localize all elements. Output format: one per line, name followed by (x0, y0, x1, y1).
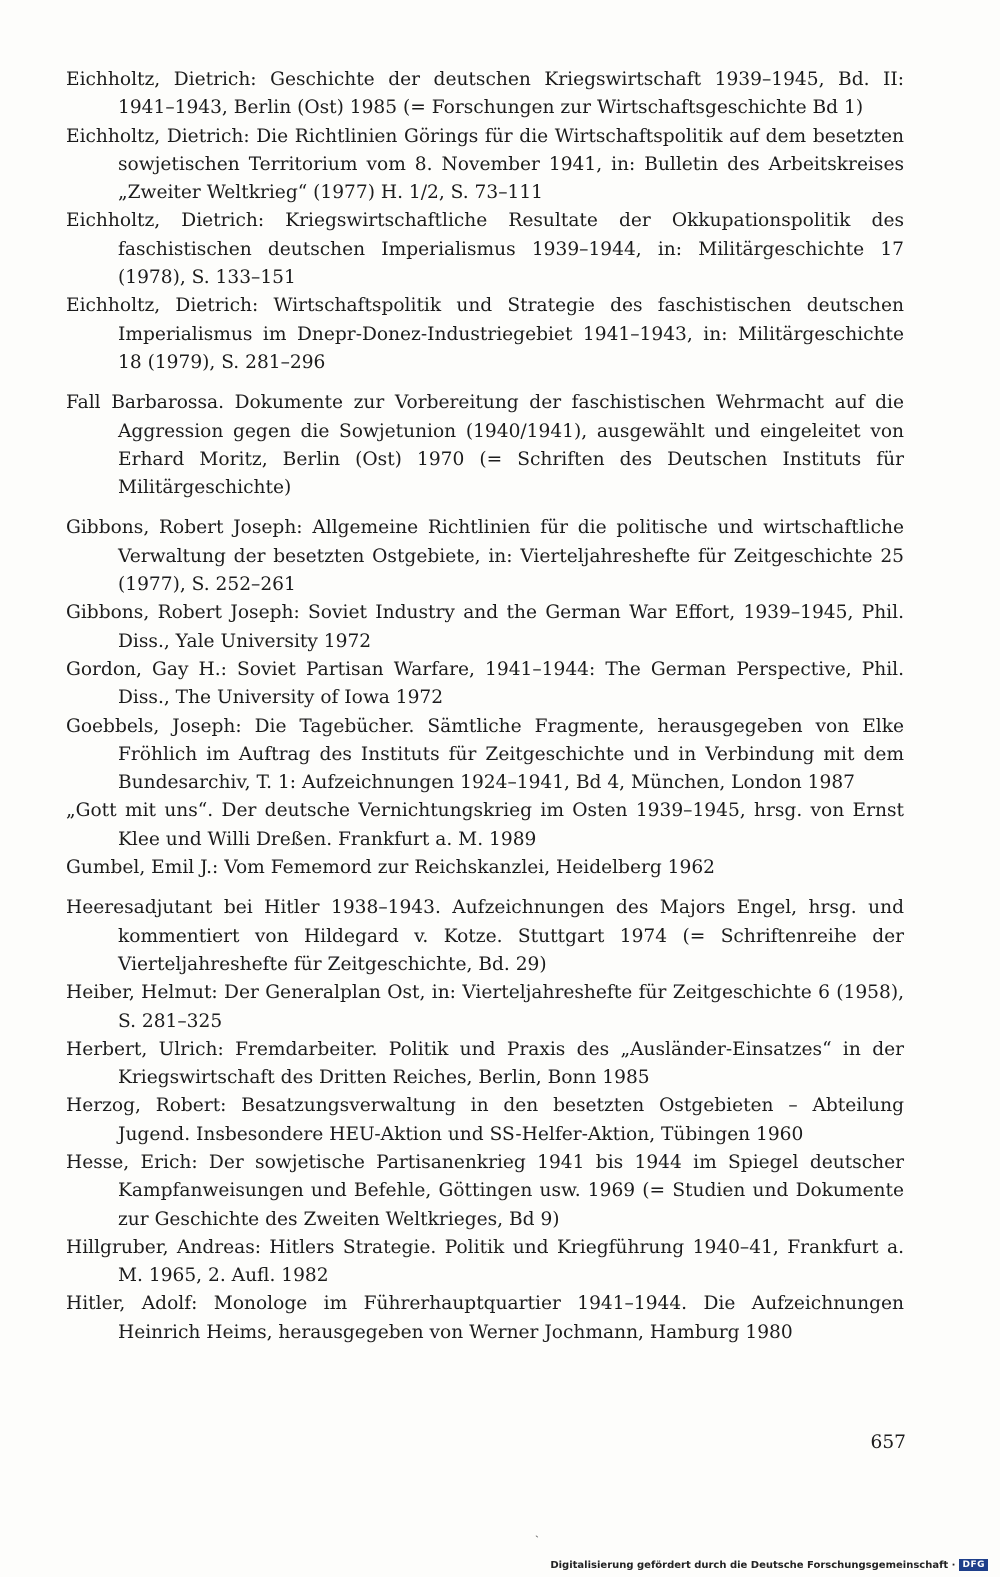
bibliography-entry: Hesse, Erich: Der sowjetische Partisanenkrieg 1941 bis 1944 im Spiegel deutscher Kampfanweisungen und Befehle, Göttingen usw. 1969 (= Studien und Dokumente zur Geschichte des Zweiten Weltkrieges, Bd 9) (66, 1151, 904, 1230)
digitization-footer (550, 1559, 988, 1571)
bibliography-entry: Heiber, Helmut: Der Generalplan Ost, in: Vierteljahreshefte für Zeitgeschichte 6 (1958), S. 281–325 (66, 982, 904, 1032)
page-number: 657 (870, 1432, 906, 1453)
bibliography-entry: Eichholtz, Dietrich: Geschichte der deutschen Kriegswirtschaft 1939–1945, Bd. II: 1941–1943, Berlin (Ost) 1985 (= Forschungen zur Wirtschaftsgeschichte Bd 1) (66, 69, 904, 119)
bibliography-entry: Herbert, Ulrich: Fremdarbeiter. Politik und Praxis des „Ausländer-Einsatzes“ in der Kriegswirtschaft des Dritten Reiches, Berlin, Bonn 1985 (66, 1038, 904, 1089)
bibliography-entry: Eichholtz, Dietrich: Kriegswirtschaftliche Resultate der Okkupationspolitik des faschistischen deutschen Imperialismus 1939–1944, in: Militärgeschichte 17 (1978), S. 133–151 (66, 210, 904, 289)
bibliography-entry: Eichholtz, Dietrich: Wirtschaftspolitik und Strategie des faschistischen deutschen Imperialismus im Dnepr-Donez-Industriegebiet 1941–1943, in: Militärgeschichte 18 (1979), S. 281–296 (66, 295, 904, 373)
bibliography-entry: Gibbons, Robert Joseph: Soviet Industry and the German War Effort, 1939–1945, Phil. Diss., Yale University 1972 (66, 602, 904, 652)
bibliography-entry: Goebbels, Joseph: Die Tagebücher. Sämtliche Fragmente, herausgegeben von Elke Fröhlich im Auftrag des Instituts für Zeitgeschichte und in Verbindung mit dem Bundesarchiv, T. 1: Aufzeichnungen 1924–1941, Bd 4, München, London 1987 (66, 715, 904, 794)
bibliography-entry: Gibbons, Robert Joseph: Allgemeine Richtlinien für die politische und wirtschaftliche Verwaltung der besetzten Ostgebiete, in: Vierteljahreshefte für Zeitgeschichte 25 (1977), S. 252–261 (66, 517, 904, 596)
footer-text: Digitalisierung gefördert durch die Deutsche Forschungsgemeinschaft · (550, 1559, 956, 1571)
bibliography-entry: „Gott mit uns“. Der deutsche Vernichtungskrieg im Osten 1939–1945, hrsg. von Ernst Klee und Willi Dreßen. Frankfurt a. M. 1989 (66, 800, 904, 850)
bibliography-entry: Heeresadjutant bei Hitler 1938–1943. Aufzeichnungen des Majors Engel, hrsg. und kommentiert von Hildegard v. Kotze. Stuttgart 1974 (= Schriftenreihe der Vierteljahreshefte für Zeitgeschichte, Bd. 29) (66, 897, 904, 975)
bibliography-entry: Gordon, Gay H.: Soviet Partisan Warfare, 1941–1944: The German Perspective, Phil. Diss., The University of Iowa 1972 (66, 658, 904, 709)
bibliography-list (66, 66, 904, 1347)
bibliography-entry: Gumbel, Emil J.: Vom Fememord zur Reichskanzlei, Heidelberg 1962 (66, 857, 715, 879)
dfg-logo: DFG (959, 1559, 988, 1571)
bibliography-entry: Eichholtz, Dietrich: Die Richtlinien Görings für die Wirtschaftspolitik auf dem besetzten sowjetischen Territorium vom 8. November 1941, in: Bulletin des Arbeitskreises „Zweiter Weltkrieg“ (1977) H. 1/2, S. 73–111 (66, 125, 904, 204)
bibliography-entry: Hillgruber, Andreas: Hitlers Strategie. Politik und Kriegführung 1940–41, Frankfurt a. M. 1965, 2. Aufl. 1982 (66, 1236, 904, 1287)
bibliography-entry: Herzog, Robert: Besatzungsverwaltung in den besetzten Ostgebieten – Abteilung Jugend. Insbesondere HEU-Aktion und SS-Helfer-Aktion, Tübingen 1960 (66, 1095, 904, 1145)
bibliography-entry: Fall Barbarossa. Dokumente zur Vorbereitung der faschistischen Wehrmacht auf die Aggression gegen die Sowjetunion (1940/1941), ausgewählt und eingeleitet von Erhard Moritz, Berlin (Ost) 1970 (= Schriften des Deutschen Instituts für Militärgeschichte) (66, 392, 904, 499)
scan-artifact-mark: ˏ (535, 1524, 539, 1538)
bibliography-entry: Hitler, Adolf: Monologe im Führerhauptquartier 1941–1944. Die Aufzeichnungen Heinrich Heims, herausgegeben von Werner Jochmann, Hamburg 1980 (66, 1293, 904, 1343)
